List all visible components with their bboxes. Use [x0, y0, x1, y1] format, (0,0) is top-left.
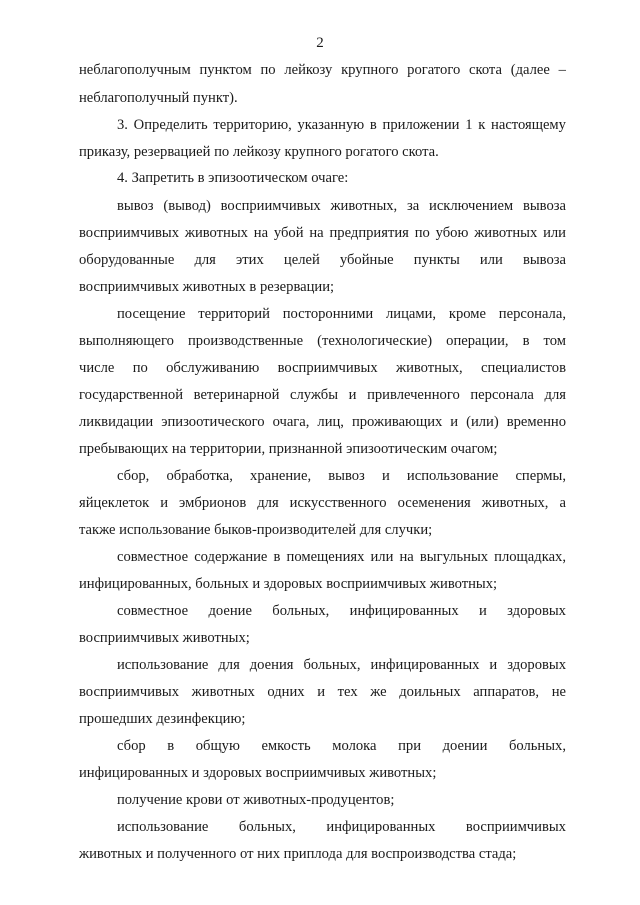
text-line: восприимчивых животных на убой на предприятия по убою животных или: [79, 225, 566, 241]
text-line: животных и полученного от них приплода для воспроизводства стада;: [79, 846, 517, 862]
text-line: оборудованные для этих целей убойные пункты или вывоза: [79, 252, 566, 268]
text-line: выполняющего производственные (технологические) операции, в том: [79, 333, 566, 349]
text-line: инфицированных и здоровых восприимчивых животных;: [79, 765, 437, 781]
text-line: восприимчивых животных одних и тех же доильных аппаратов, не: [79, 684, 566, 700]
text-line: сбор, обработка, хранение, вывоз и использование спермы,: [117, 468, 566, 484]
text-line: посещение территорий посторонними лицами, кроме персонала,: [117, 306, 566, 322]
text-line: восприимчивых животных в резервации;: [79, 279, 335, 295]
text-line: государственной ветеринарной службы и привлеченного персонала для: [79, 387, 566, 403]
text-line: неблагополучным пунктом по лейкозу крупного рогатого скота (далее –: [79, 62, 566, 78]
text-line: прошедших дезинфекцию;: [79, 711, 246, 727]
text-line: получение крови от животных-продуцентов;: [117, 792, 395, 808]
text-line: 3. Определить территорию, указанную в приложении 1 к настоящему: [117, 117, 566, 133]
text-line: использование больных, инфицированных восприимчивых: [117, 819, 566, 835]
text-line: пребывающих на территории, признанной эпизоотическим очагом;: [79, 441, 498, 457]
text-line: неблагополучный пункт).: [79, 90, 238, 106]
text-line: яйцеклеток и эмбрионов для искусственного осеменения животных, а: [79, 495, 566, 511]
text-line: использование для доения больных, инфицированных и здоровых: [117, 657, 566, 673]
text-line: совместное содержание в помещениях или на выгульных площадках,: [117, 549, 566, 565]
text-line: совместное доение больных, инфицированных и здоровых: [117, 603, 566, 619]
text-line: восприимчивых животных;: [79, 630, 250, 646]
text-line: вывоз (вывод) восприимчивых животных, за исключением вывоза: [117, 198, 566, 214]
text-line: 4. Запретить в эпизоотическом очаге:: [117, 170, 349, 186]
text-line: инфицированных, больных и здоровых восприимчивых животных;: [79, 576, 498, 592]
text-line: приказу, резервацией по лейкозу крупного рогатого скота.: [79, 144, 439, 160]
text-line: ликвидации эпизоотического очага, лиц, проживающих и (или) временно: [79, 414, 566, 430]
text-line: сбор в общую емкость молока при доении больных,: [117, 738, 566, 754]
text-line: также использование быков-производителей для случки;: [79, 522, 433, 538]
page-number: 2: [316, 35, 324, 51]
text-line: числе по обслуживанию восприимчивых животных, специалистов: [79, 360, 566, 376]
